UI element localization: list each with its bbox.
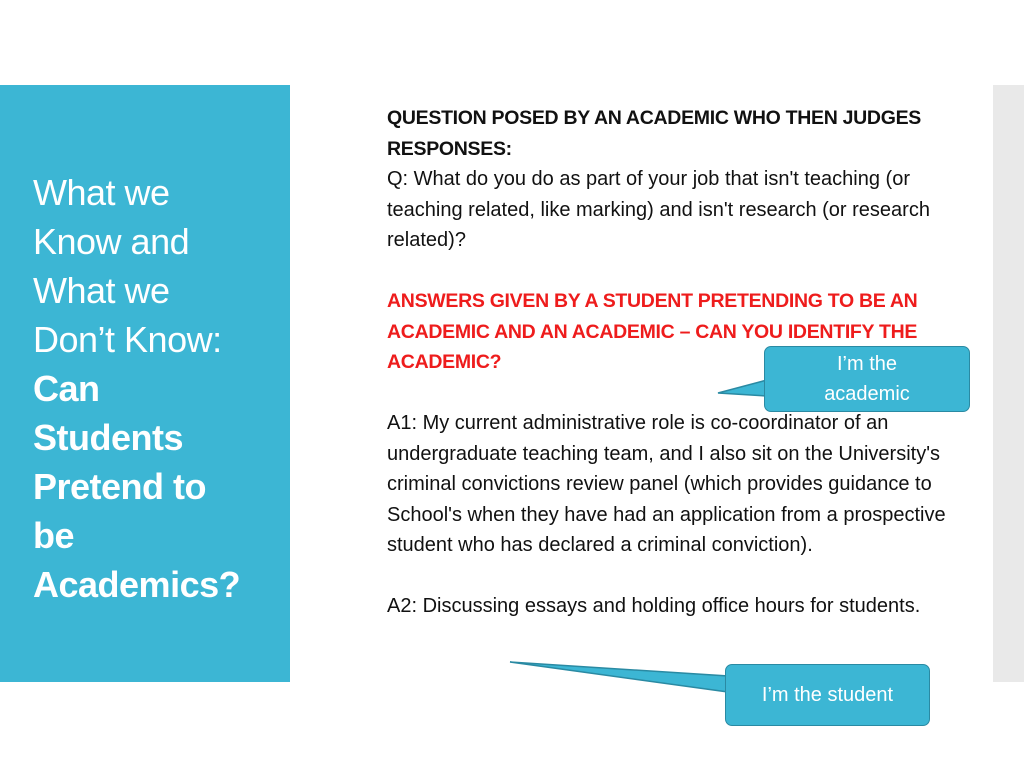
slide-title — [33, 168, 283, 609]
title-bold-line: Students — [33, 417, 184, 458]
title-bold-line: Can — [33, 368, 100, 409]
question-text: Q: What do you do as part of your job that isn't teaching (or teaching related, like marking) and isn't research (or research related)? — [387, 168, 930, 251]
title-line: Know and — [33, 221, 190, 262]
academic-callout — [764, 346, 970, 412]
spacer — [387, 561, 967, 592]
title-line: What we — [33, 172, 170, 213]
student-callout-tail — [510, 662, 728, 692]
student-callout — [725, 664, 930, 726]
title-bold-line: be — [33, 515, 75, 556]
question-heading: QUESTION POSED BY AN ACADEMIC WHO THEN JUDGES RESPONSES: — [387, 107, 921, 160]
spacer — [387, 256, 967, 287]
academic-callout-line: I’m the — [836, 353, 898, 375]
title-line: Don’t Know: — [33, 319, 222, 360]
title-bold-line: Pretend to — [33, 466, 207, 507]
answer-2: A2: Discussing essays and holding office hours for students. — [387, 595, 921, 617]
title-bold-line: Academics? — [33, 564, 241, 605]
student-callout-text: I’m the student — [761, 684, 894, 706]
right-decorative-strip — [993, 85, 1024, 682]
title-line: What we — [33, 270, 170, 311]
answer-1: A1: My current administrative role is co-coordinator of an undergraduate teaching team, and I also sit on the University's criminal convictions review panel (which provides guidance to School's when they have had an application from a prospective student who has declared a criminal conviction). — [387, 412, 946, 556]
answers-heading: ANSWERS GIVEN BY A STUDENT PRETENDING TO BE AN ACADEMIC AND AN ACADEMIC – CAN YOU IDENTIFY THE ACADEMIC? — [387, 290, 918, 373]
academic-callout-line: academic — [824, 383, 910, 405]
